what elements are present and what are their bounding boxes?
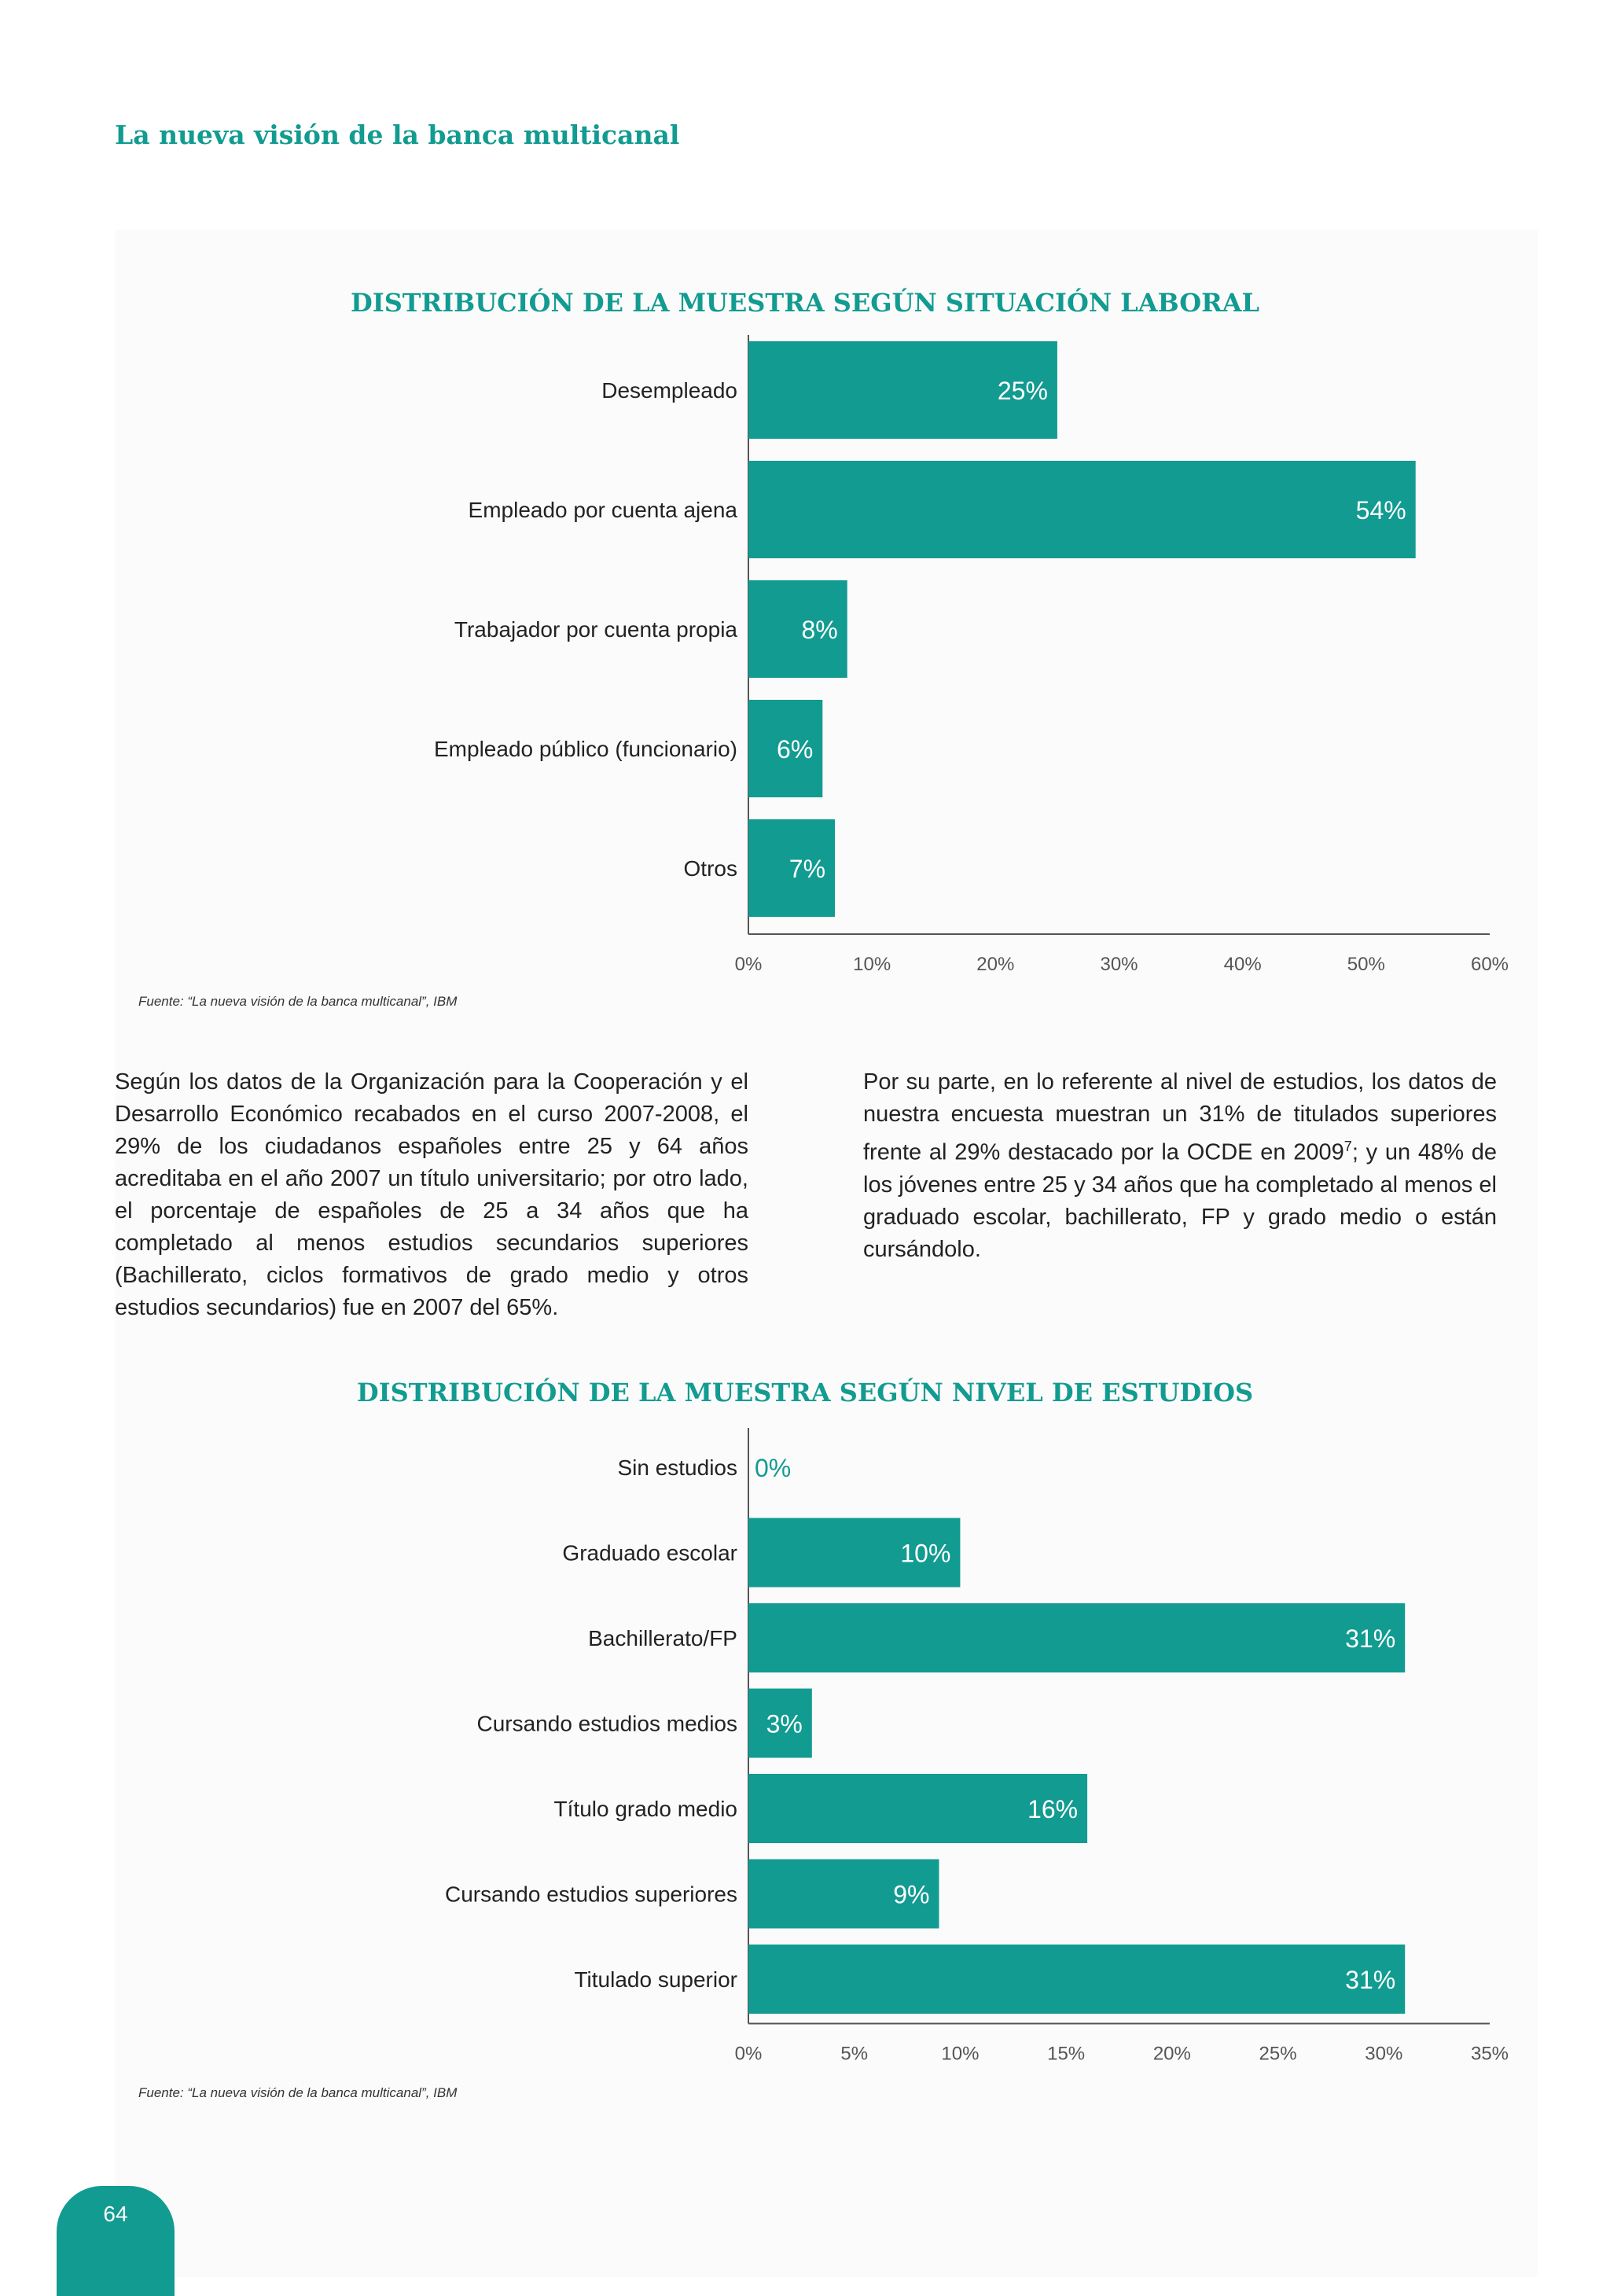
page-number-tab [57,2186,175,2296]
x-tick-label: 0% [734,954,763,975]
chart-laboral-source: Fuente: “La nueva visión de la banca multicanal”, IBM [138,994,458,1009]
category-label: Título grado medio [553,1797,737,1821]
x-tick-label: 40% [1223,954,1262,975]
body-right-paragraph-start: Por su parte, en lo referente al nivel de estudios, los datos de nuestra encuesta muestran un 31% de titulados superiores frente al 29% destacado por la OCDE en 2009 [863,1069,1497,1165]
chart-laboral [0,330,1610,975]
body-right-paragraph-end: ; y un 48% de los jóvenes entre 25 y 34 años que ha completado al menos el graduado escolar, bachillerato, FP y grado medio o están cursándolo. [863,1139,1497,1262]
bar [748,461,1416,558]
data-label: 16% [1027,1795,1079,1823]
category-label: Sin estudios [617,1455,737,1480]
category-label: Empleado público (funcionario) [434,737,737,761]
category-label: Trabajador por cuenta propia [454,617,737,642]
category-label: Bachillerato/FP [588,1626,737,1650]
chart-estudios [0,1423,1610,2068]
x-tick-label: 15% [1047,2043,1086,2065]
data-label: 31% [1345,1624,1396,1653]
chart-laboral-title: DISTRIBUCIÓN DE LA MUESTRA SEGÚN SITUACIÓN LABORAL [350,288,1260,318]
x-tick-label: 35% [1470,2043,1509,2065]
x-tick-label: 20% [1152,2043,1191,2065]
data-label: 25% [997,377,1048,405]
bar [748,1603,1405,1672]
body-right-paragraph [863,1066,1497,1266]
bar [748,1945,1405,2014]
x-tick-label: 0% [734,2043,763,2065]
x-tick-label: 10% [853,954,891,975]
chart-estudios-source: Fuente: “La nueva visión de la banca multicanal”, IBM [138,2085,458,2100]
data-label: 0% [755,1454,792,1482]
x-tick-label: 30% [1100,954,1138,975]
footnote-ref: 7 [1344,1139,1352,1154]
x-tick-label: 20% [976,954,1015,975]
body-left-paragraph: Según los datos de la Organización para la Cooperación y el Desarrollo Económico recabados en el curso 2007-2008, el 29% de los ciudadanos españoles entre 25 y 64 años acreditaba en el año 2007 un título universitario; por otro lado, el porcentaje de españoles de 25 a 34 años que ha completado al menos estudios secundarios superiores (Bachillerato, ciclos formativos de grado medio y otros estudios secundarios) fue en 2007 del 65%. [115,1069,748,1320]
x-tick-label: 30% [1365,2043,1403,2065]
category-label: Empleado por cuenta ajena [468,498,737,522]
category-label: Desempleado [601,378,737,403]
x-tick-label: 25% [1259,2043,1297,2065]
data-label: 8% [801,616,838,644]
category-label: Cursando estudios medios [476,1711,737,1736]
category-label: Otros [683,856,737,881]
chart-estudios-title: DISTRIBUCIÓN DE LA MUESTRA SEGÚN NIVEL DE ESTUDIOS [356,1378,1254,1407]
data-label: 3% [766,1709,803,1739]
data-label: 10% [900,1539,951,1568]
x-tick-label: 5% [840,2043,869,2065]
data-label: 9% [893,1880,930,1909]
data-label: 54% [1355,496,1406,524]
category-label: Cursando estudios superiores [445,1882,737,1907]
category-label: Graduado escolar [562,1540,737,1566]
x-tick-label: 50% [1347,954,1385,975]
x-tick-label: 60% [1470,954,1509,975]
category-label: Titulado superior [574,1967,737,1992]
page-header-title: La nueva visión de la banca multicanal [115,120,680,150]
x-tick-label: 10% [941,2043,980,2065]
page-number: 64 [103,2202,128,2226]
data-label: 7% [788,855,826,883]
data-label: 6% [777,735,814,763]
data-label: 31% [1345,1966,1396,1994]
